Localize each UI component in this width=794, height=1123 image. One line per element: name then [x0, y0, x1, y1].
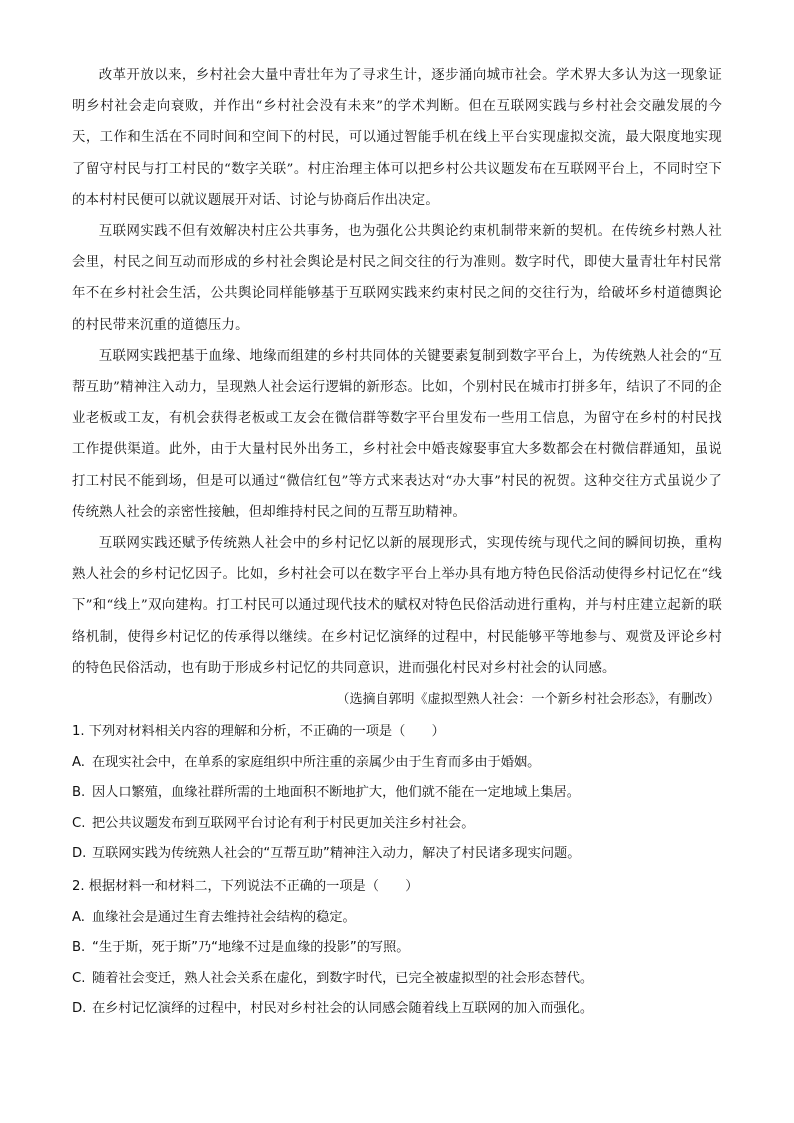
question-2: [72, 872, 722, 1025]
passage-source-citation: （选摘自郭明《虚拟型熟人社会：一个新乡村社会形态》，有删改）: [336, 692, 720, 708]
option-b[interactable]: [72, 933, 722, 964]
option-b[interactable]: [72, 778, 722, 809]
question-stem: 1. 下列对材料相关内容的理解和分析，不正确的一项是（ ）: [72, 724, 445, 740]
passage-paragraph-2: 互联网实践不但有效解决村庄公共事务，也为强化公共舆论约束机制带来新的契机。在传统乡村熟人社会里，村民之间互动而形成的乡村社会舆论是村民之间交往的行为准则。数字时代，即使大量青壮年村民常年不在乡村社会生活，公共舆论同样能够基于互联网实践来约束村民之间的交往行为，给破坏乡村道德舆论的村民带来沉重的道德压力。: [72, 224, 722, 333]
option-text: “生于斯，死于斯”乃“地缘不过是血缘的投影”的写照。: [92, 940, 410, 956]
passage-paragraph-1: 改革开放以来，乡村社会大量中青壮年为了寻求生计，逐步涌向城市社会。学术界大多认为这一现象证明乡村社会走向衰败，并作出“乡村社会没有未来”的学术判断。但在互联网实践与乡村社会交融发展的今天，工作和生活在不同时间和空间下的村民，可以通过智能手机在线上平台实现虚拟交流，最大限度地实现了留守村民与打工村民的“数字关联”。村庄治理主体可以把乡村公共议题发布在互联网平台上，不同时空下的本村村民便可以就议题展开对话、讨论与协商后作出决定。: [72, 68, 722, 208]
option-text: 把公共议题发布到互联网平台讨论有利于村民更加关注乡村社会。: [92, 815, 475, 831]
option-label: A.: [72, 754, 85, 770]
option-label: B.: [72, 940, 86, 956]
option-c[interactable]: [72, 809, 722, 840]
option-label: D.: [72, 1001, 87, 1017]
option-c[interactable]: [72, 964, 722, 995]
question-stem: 2. 根据材料一和材料二，下列说法不正确的一项是（ ）: [72, 879, 419, 895]
option-d[interactable]: [72, 839, 722, 870]
option-label: C.: [72, 970, 86, 986]
question-1: [72, 717, 722, 870]
option-label: A.: [72, 909, 85, 925]
option-label: B.: [72, 785, 86, 801]
option-a[interactable]: [72, 903, 722, 934]
option-text: 在现实社会中，在单系的家庭组织中所注重的亲属少由于生育而多由于婚姻。: [92, 754, 541, 770]
option-a[interactable]: [72, 748, 722, 779]
option-text: 随着社会变迁，熟人社会关系在虚化，到数字时代，已完全被虚拟型的社会形态替代。: [92, 970, 594, 986]
option-label: D.: [72, 846, 87, 862]
option-text: 互联网实践为传统熟人社会的“互帮互助”精神注入动力，解决了村民诸多现实问题。: [92, 846, 581, 862]
passage: [72, 60, 722, 715]
option-d[interactable]: [72, 994, 722, 1025]
option-text: 因人口繁殖，血缘社群所需的土地面积不断地扩大，他们就不能在一定地域上集居。: [92, 785, 580, 801]
option-text: 在乡村记忆演绎的过程中，村民对乡村社会的认同感会随着线上互联网的加入而强化。: [92, 1001, 594, 1017]
option-text: 血缘社会是通过生育去维持社会结构的稳定。: [92, 909, 356, 925]
document-page: [72, 60, 722, 1025]
passage-paragraph-4: 互联网实践还赋予传统熟人社会中的乡村记忆以新的展现形式，实现传统与现代之间的瞬间切换，重构熟人社会的乡村记忆因子。比如，乡村社会可以在数字平台上举办具有地方特色民俗活动使得乡村记忆在“线下”和“线上”双向建构。打工村民可以通过现代技术的赋权对特色民俗活动进行重构，并与村庄建立起新的联络机制，使得乡村记忆的传承得以继续。在乡村记忆演绎的过程中，村民能够平等地参与、观赏及评论乡村的特色民俗活动，也有助于形成乡村记忆的共同意识，进而强化村民对乡村社会的认同感。: [72, 536, 722, 676]
option-label: C.: [72, 815, 86, 831]
passage-paragraph-3: 互联网实践把基于血缘、地缘而组建的乡村共同体的关键要素复制到数字平台上，为传统熟人社会的“互帮互助”精神注入动力，呈现熟人社会运行逻辑的新形态。比如，个别村民在城市打拼多年，结识了不同的企业老板或工友，有机会获得老板或工友会在微信群等数字平台里发布一些用工信息，为留守在乡村的村民找工作提供渠道。此外，由于大量村民外出务工，乡村社会中婚丧嫁娶事宜大多数都会在村微信群通知，虽说打工村民不能到场，但是可以通过“微信红包”等方式来表达对“办大事”村民的祝贺。这种交往方式虽说少了传统熟人社会的亲密性接触，但却维持村民之间的互帮互助精神。: [72, 348, 722, 520]
